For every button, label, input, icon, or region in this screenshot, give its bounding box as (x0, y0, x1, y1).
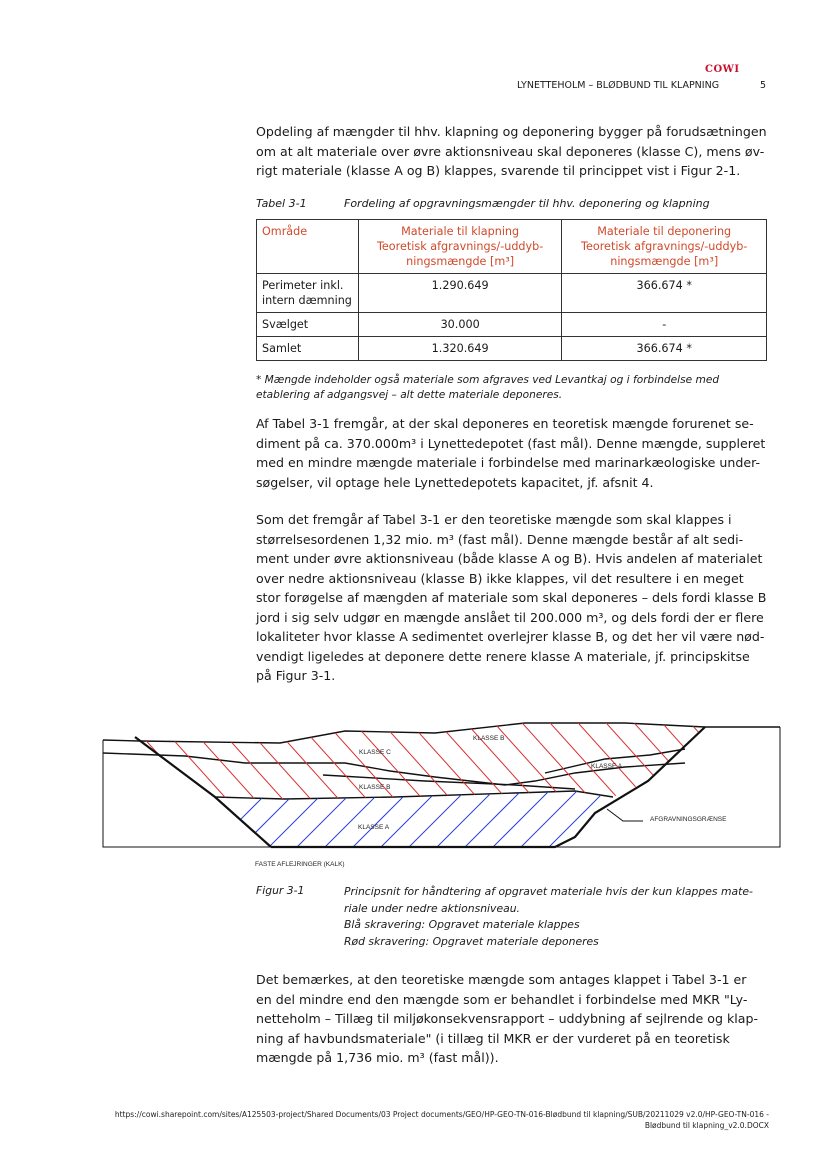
label-klasse-b-top: KLASSE B (473, 735, 505, 742)
label-klasse-b-mid: KLASSE B (359, 784, 391, 791)
header-line: Materiale til klapning (401, 225, 520, 238)
text-line: stor forøgelse af mængden af materiale som skal deponeres – dels fordi klasse B (256, 590, 767, 605)
table-footnote (256, 373, 719, 403)
excavation-boundary (135, 727, 705, 847)
text-line: Som det fremgår af Tabel 3-1 er den teoretiske mængde som skal klappes i (256, 512, 732, 527)
label-klasse-a-right: KLASSE A (591, 763, 623, 770)
cell-area: Samlet (257, 337, 359, 361)
label-afgravningsgraense: AFGRAVNINGSGRÆNSE (650, 816, 727, 823)
running-header-title: LYNETTEHOLM – BLØDBUND TIL KLAPNING (517, 80, 720, 91)
header-line: Teoretisk afgravnings/-uddyb- (376, 240, 544, 253)
table-row (257, 313, 767, 337)
strata-lines (103, 723, 780, 799)
footer-line: https://cowi.sharepoint.com/sites/A125503-project/Shared Documents/03 Project documents/GEO/HP-GEO-TN-016-Blødbund til klapning/SUB/20211029 v2.0/HP-GEO-TN-016 - (114, 1110, 769, 1119)
text-line: mængde på 1,736 mio. m³ (fast mål)). (256, 1050, 499, 1065)
figure-caption (344, 884, 753, 950)
header-line: ningsmængde [m³] (610, 255, 719, 268)
text-line: Opdeling af mængder til hhv. klapning og deponering bygger på forudsætningen (256, 124, 767, 139)
caption-line: riale under nedre aktionsniveau. (344, 901, 520, 915)
note-line: * Mængde indeholder også materiale som afgraves ved Levantkaj og i forbindelse med (256, 374, 720, 386)
text-line: Af Tabel 3-1 fremgår, at der skal deponeres en teoretisk mængde forurenet se- (256, 416, 754, 431)
label-faste-aflejringer: FASTE AFLEJRINGER (KALK) (255, 861, 345, 868)
header-cell-deponering (562, 220, 767, 274)
area-line: Perimeter inkl. (262, 279, 344, 292)
table-header-row (257, 220, 767, 274)
paragraph-2 (256, 414, 776, 492)
area-line: intern dæmning (262, 294, 352, 307)
text-line: jord i sig selv udgør en mængde anslået til 200.000 m³, og dels fordi der er flere (256, 609, 764, 625)
cell-deponering: 366.674 * (562, 274, 767, 313)
table-row (257, 274, 767, 313)
footer-line: Blødbund til klapning_v2.0.DOCX (644, 1121, 769, 1130)
header-line: Teoretisk afgravnings/-uddyb- (581, 240, 748, 253)
table-label: Tabel 3-1 (256, 197, 307, 210)
header-cell-area: Område (257, 220, 359, 274)
text-line: størrelsesordenen 1,32 mio. m³ (fast mål). Denne mængde består af alt sedi- (256, 531, 744, 547)
label-klasse-c: KLASSE C (359, 749, 391, 756)
cell-deponering: 366.674 * (562, 337, 767, 361)
red-hatching (95, 715, 773, 815)
cell-deponering: - (562, 313, 767, 337)
paragraph-4 (256, 970, 776, 1068)
text-line: netteholm – Tillæg til miljøkonsekvensrapport – uddybning af sejlrende og klap- (256, 1011, 759, 1026)
text-line: ment under øvre aktionsniveau (både klasse A og B). Hvis andelen af materialet (256, 551, 763, 566)
text-line: rigt materiale (klasse A og B) klappes, svarende til princippet vist i Figur 2-1. (256, 163, 741, 178)
paragraph-3 (256, 510, 776, 686)
cowi-logo: COWI (705, 64, 740, 75)
figure-frame (103, 727, 780, 847)
intro-paragraph (256, 122, 776, 181)
cell-area (257, 274, 359, 313)
caption-line: Rød skravering: Opgravet materiale deponeres (344, 934, 599, 948)
note-line: etablering af adgangsvej – alt dette materiale deponeres. (256, 389, 563, 401)
text-line: lokaliteter hvor klasse A sedimentet overlejrer klasse B, og det her vil være nød- (256, 629, 765, 644)
text-line: på Figur 3-1. (256, 668, 336, 683)
figure-label: Figur 3-1 (256, 884, 305, 897)
text-line: vendigt ligeledes at deponere dette renere klasse A materiale, jf. principskitse (256, 648, 750, 664)
table-row (257, 337, 767, 361)
page-number: 5 (760, 80, 767, 91)
text-line: ning af havbundsmateriale" (i tillæg til MKR er der vurderet på en teoretisk (256, 1030, 730, 1046)
boundary-leader (607, 809, 643, 821)
cross-section-figure (95, 715, 785, 875)
text-line: med en mindre mængde materiale i forbindelse med marinarkæologiske under- (256, 455, 761, 470)
header-line: Materiale til deponering (597, 225, 732, 238)
distribution-table (256, 219, 767, 361)
text-line: diment på ca. 370.000m³ i Lynettedepotet (fast mål). Denne mængde, suppleret (256, 435, 766, 451)
cell-area: Svælget (257, 313, 359, 337)
header-line: ningsmængde [m³] (406, 255, 515, 268)
header-cell-klapning (358, 220, 562, 274)
text-line: om at alt materiale over øvre aktionsniveau skal deponeres (klasse C), mens øv- (256, 143, 765, 159)
cell-klapning: 1.320.649 (358, 337, 562, 361)
label-klasse-a-bottom: KLASSE A (358, 824, 390, 831)
text-line: en del mindre end den mængde som er behandlet i forbindelse med MKR "Ly- (256, 991, 748, 1007)
caption-line: Principsnit for håndtering af opgravet materiale hvis der kun klappes mate- (344, 885, 753, 898)
table-caption: Fordeling af opgravningsmængder til hhv. deponering og klapning (344, 197, 710, 210)
cell-klapning: 1.290.649 (358, 274, 562, 313)
footer-path (115, 1109, 769, 1131)
text-line: søgelser, vil optage hele Lynettedepotets kapacitet, jf. afsnit 4. (256, 474, 654, 490)
caption-line: Blå skravering: Opgravet materiale klappes (344, 918, 580, 931)
text-line: Det bemærkes, at den teoretiske mængde som antages klappet i Tabel 3-1 er (256, 972, 747, 987)
cell-klapning: 30.000 (358, 313, 562, 337)
text-line: over nedre aktionsniveau (klasse B) ikke klappes, vil det resultere i en meget (256, 570, 744, 586)
